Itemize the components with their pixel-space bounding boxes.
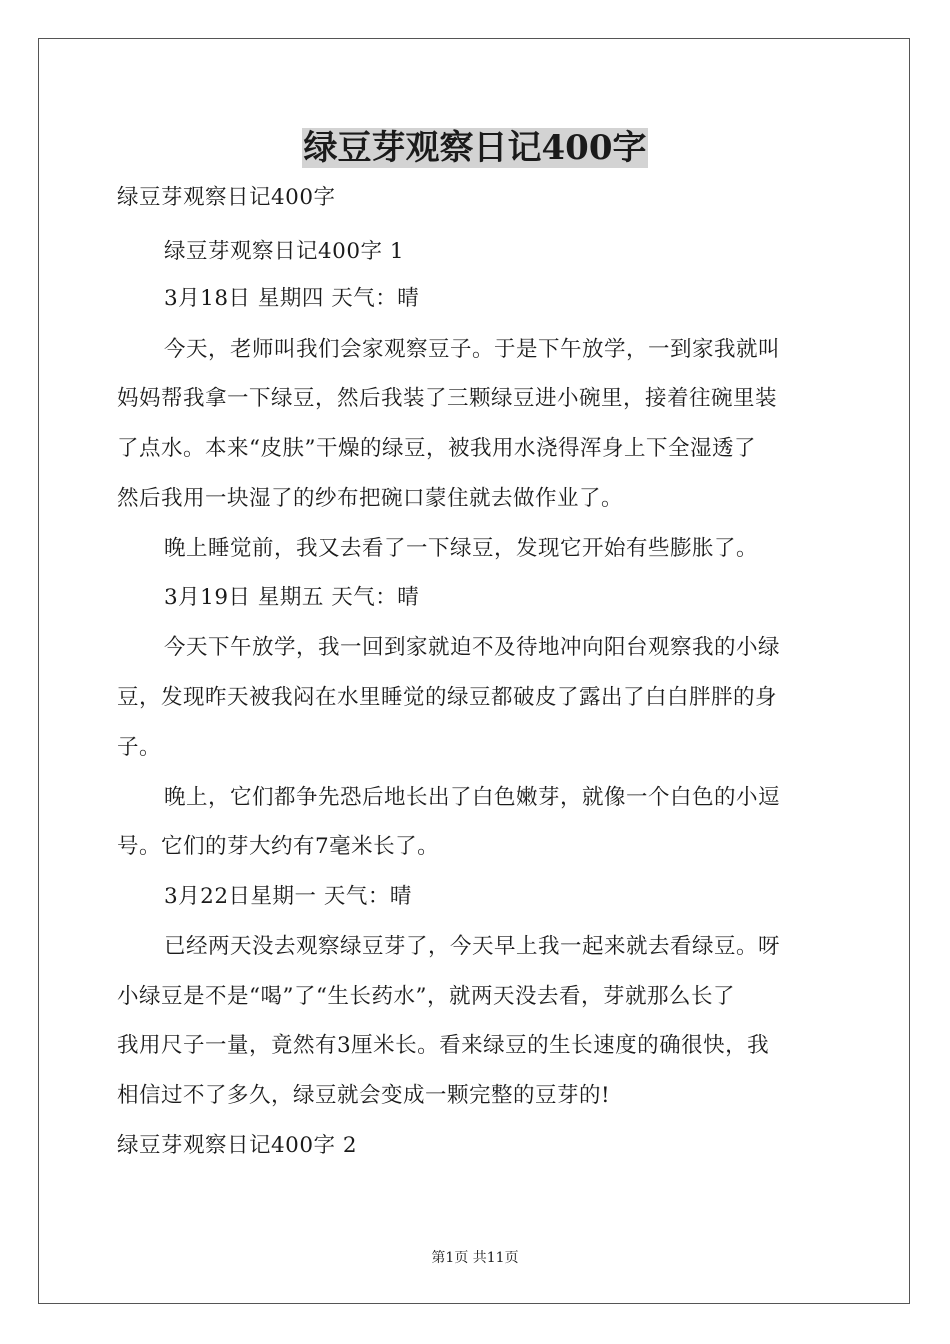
document-subtitle: 绿豆芽观察日记400字 [117, 185, 336, 210]
paragraph-line: 了点水。本来“皮肤”干燥的绿豆，被我用水浇得浑身上下全湿透了 [117, 436, 756, 461]
diary-date: 3月18日 星期四 天气：晴 [164, 286, 420, 311]
page-border [38, 38, 910, 1304]
diary-date: 3月19日 星期五 天气：晴 [164, 585, 420, 610]
paragraph-line: 今天，老师叫我们会家观察豆子。于是下午放学，一到家我就叫 [164, 337, 781, 362]
paragraph-line: 晚上睡觉前，我又去看了一下绿豆，发现它开始有些膨胀了。 [164, 536, 759, 561]
paragraph-line: 号。它们的芽大约有7毫米长了。 [117, 834, 440, 859]
paragraph-line: 晚上，它们都争先恐后地长出了白色嫩芽，就像一个白色的小逗 [164, 785, 781, 810]
paragraph-line: 相信过不了多久，绿豆就会变成一颗完整的豆芽的! [117, 1083, 611, 1108]
paragraph-line: 小绿豆是不是“喝”了“生长药水”，就两天没去看，芽就那么长了 [117, 984, 735, 1009]
paragraph-line: 子。 [117, 735, 162, 760]
section-heading: 绿豆芽观察日记400字 2 [117, 1133, 358, 1158]
document-title [0, 123, 950, 173]
paragraph-line: 已经两天没去观察绿豆芽了，今天早上我一起来就去看绿豆。呀 [164, 934, 781, 959]
paragraph-line: 我用尺子一量，竟然有3厘米长。看来绿豆的生长速度的确很快，我 [117, 1033, 770, 1058]
document-title-text: 绿豆芽观察日记400字 [303, 128, 647, 168]
diary-date: 3月22日星期一 天气：晴 [164, 884, 412, 909]
paragraph-line: 今天下午放学，我一回到家就迫不及待地冲向阳台观察我的小绿 [164, 635, 781, 660]
section-heading: 绿豆芽观察日记400字 1 [164, 239, 405, 264]
page-footer: 第1页 共11页 [431, 1250, 519, 1266]
paragraph-line: 然后我用一块湿了的纱布把碗口蒙住就去做作业了。 [117, 486, 624, 511]
paragraph-line: 豆，发现昨天被我闷在水里睡觉的绿豆都破皮了露出了白白胖胖的身 [117, 685, 778, 710]
paragraph-line: 妈妈帮我拿一下绿豆，然后我装了三颗绿豆进小碗里，接着往碗里装 [117, 386, 778, 411]
